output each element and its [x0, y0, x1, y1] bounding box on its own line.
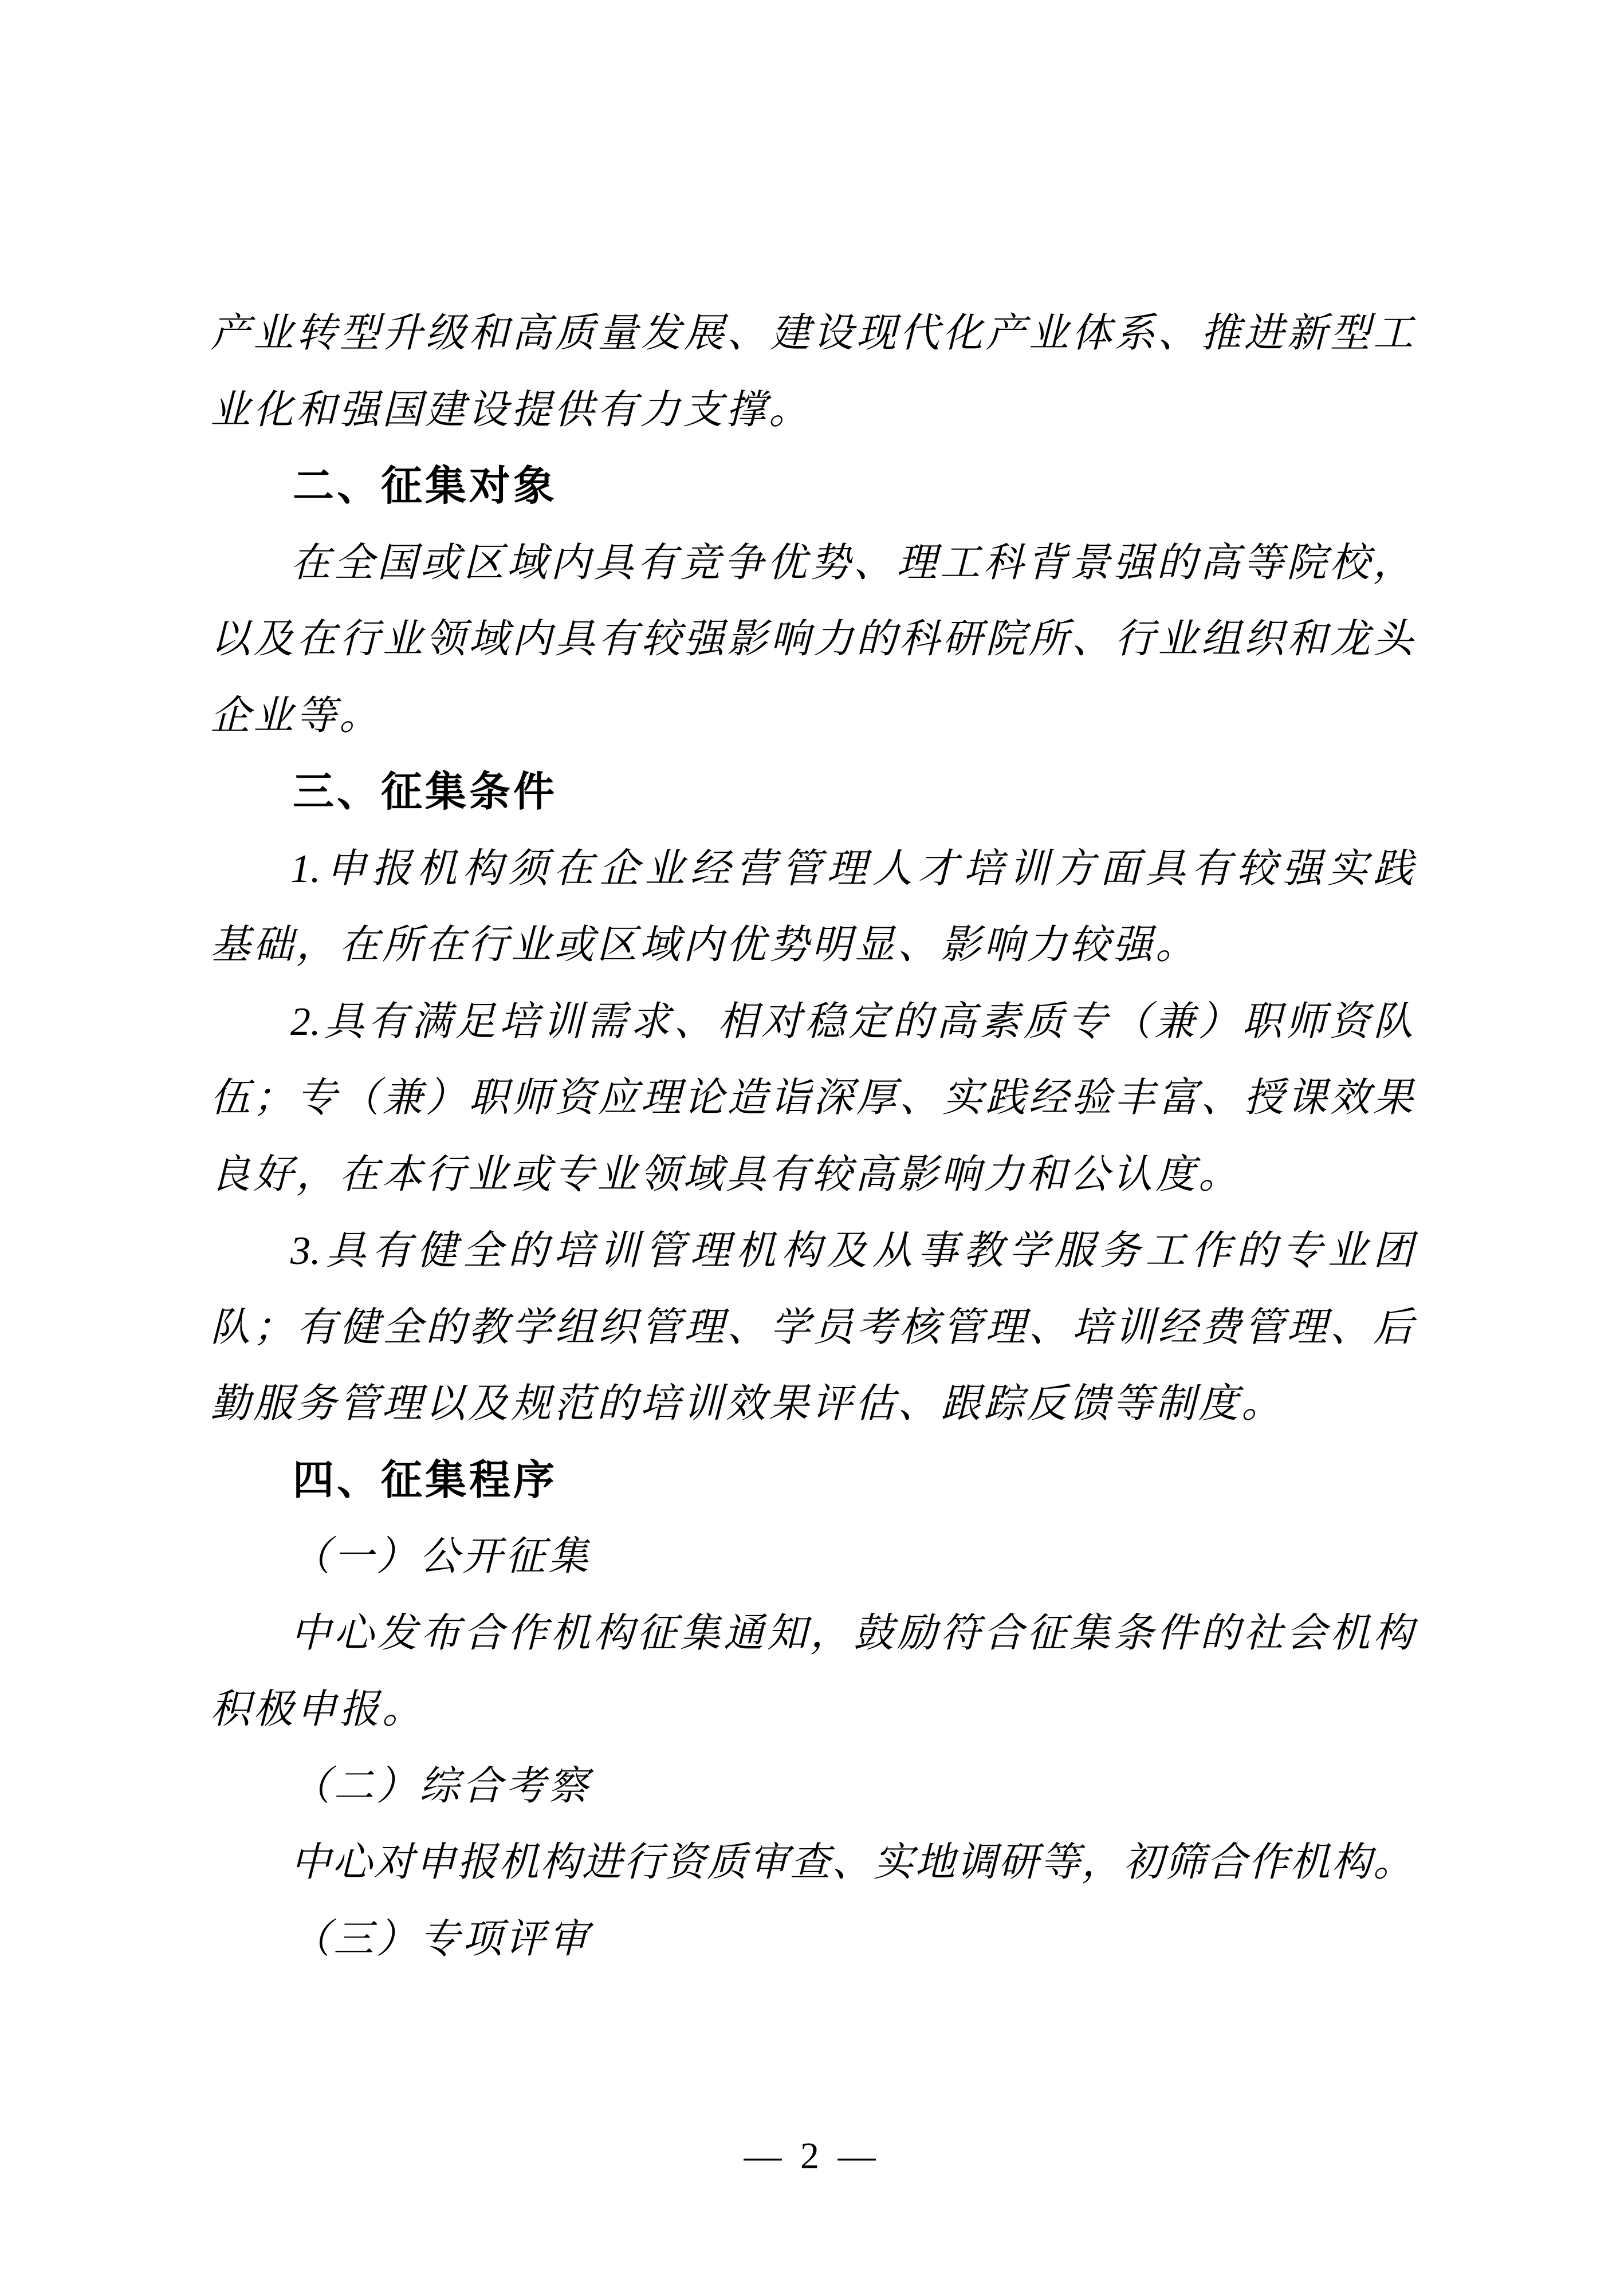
paragraph-line: 积极申报。	[210, 1688, 425, 1732]
page-number: — 2 —	[744, 2135, 880, 2177]
paragraph-line: 2.具有满足培训需求、相对稳定的高素质专（兼）职师资队	[290, 999, 1413, 1044]
heading-section-4: 四、征集程序	[293, 1457, 558, 1503]
paragraph-line: 企业等。	[210, 694, 382, 738]
paragraph-line: 勤服务管理以及规范的培训效果评估、跟踪反馈等制度。	[210, 1382, 1284, 1426]
paragraph-line: 1.申报机构须在企业经营管理人才培训方面具有较强实践	[290, 846, 1413, 891]
heading-section-2: 二、征集对象	[293, 463, 558, 509]
paragraph-line: 以及在行业领域内具有较强影响力的科研院所、行业组织和龙头	[210, 617, 1413, 661]
document-body	[210, 296, 1413, 1978]
subheading-3: （三）专项评审	[290, 1917, 591, 1962]
heading-section-3: 三、征集条件	[293, 769, 558, 815]
paragraph-line: 3.具有健全的培训管理机构及从事教学服务工作的专业团	[290, 1229, 1413, 1273]
paragraph-line: 伍；专（兼）职师资应理论造诣深厚、实践经验丰富、授课效果	[210, 1076, 1413, 1120]
paragraph-line: 产业转型升级和高质量发展、建设现代化产业体系、推进新型工	[210, 312, 1413, 356]
paragraph-line: 中心发布合作机构征集通知，鼓励符合征集条件的社会机构	[290, 1611, 1413, 1656]
paragraph-line: 良好，在本行业或专业领域具有较高影响力和公认度。	[210, 1152, 1241, 1197]
paragraph-line: 在全国或区域内具有竞争优势、理工科背景强的高等院校，	[290, 541, 1413, 585]
paragraph-line: 队；有健全的教学组织管理、学员考核管理、培训经费管理、后	[210, 1305, 1413, 1350]
paragraph-line: 基础，在所在行业或区域内优势明显、影响力较强。	[210, 923, 1198, 967]
paragraph-line: 中心对申报机构进行资质审查、实地调研等，初筛合作机构。	[290, 1841, 1413, 1885]
paragraph-line: 业化和强国建设提供有力支撑。	[210, 388, 812, 432]
subheading-1: （一）公开征集	[290, 1535, 591, 1579]
subheading-2: （二）综合考察	[290, 1764, 591, 1809]
